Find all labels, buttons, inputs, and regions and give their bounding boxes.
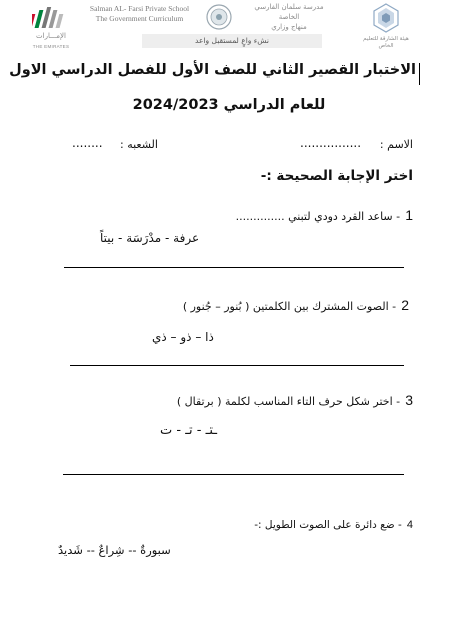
emirates-logo-icon (32, 4, 70, 30)
school-name-arabic-line2: منهاج وزاري (271, 23, 307, 31)
question-1 (236, 205, 413, 224)
authority-logo (356, 3, 416, 55)
section-label: الشعبه : (120, 138, 158, 151)
question-2 (183, 295, 409, 314)
school-name-english (82, 4, 197, 24)
question-1-options: عرفة - مدْرَسَة - بيتاً (100, 231, 200, 245)
school-slogan: نشء واعٍ لمستقبل واعد (142, 34, 322, 48)
question-2-number: 2 (401, 297, 409, 313)
emirates-logo-english: THE EMIRATES (32, 44, 70, 49)
answer-line-2 (70, 365, 404, 366)
name-label: الاسم : (379, 138, 413, 151)
question-4 (254, 513, 413, 532)
name-field: ................ (300, 136, 362, 150)
title-cursor-bar (419, 63, 420, 85)
question-3-number: 3 (405, 392, 413, 408)
school-name-line1: Salman AL- Farsi Private School (89, 4, 190, 13)
quiz-title (9, 60, 420, 130)
school-seal-icon (203, 3, 235, 31)
question-2-text: - الصوت المشترك بين الكلمتين ( بُنور – جُنور ) (182, 300, 397, 313)
emirates-logo-arabic: الإمـــارات (36, 32, 66, 40)
question-1-number: 1 (405, 207, 413, 223)
quiz-title-line1: الاختبار القصير الثاني للصف الأول للفصل الدراسي الاول (9, 62, 416, 78)
answer-line-3 (63, 474, 404, 475)
section-field: ........ (72, 136, 103, 150)
quiz-title-line2: للعام الدراسي 2024/2023 (132, 97, 326, 113)
question-3-text: - اختر شكل حرف التاء المناسب لكلمة ( برتقال ) (176, 395, 401, 408)
instruction-heading: اختر الإجابة الصحيحة :- (260, 168, 413, 184)
school-name-line2: The Government Curriculum (95, 14, 184, 23)
authority-logo-text: هيئة الشارقة للتعليم الخاص (363, 36, 409, 49)
student-info-row (0, 136, 457, 156)
authority-logo-icon (372, 3, 400, 33)
emirates-logo (28, 4, 74, 54)
question-3 (177, 390, 413, 409)
school-name-arabic (245, 2, 333, 32)
answer-line-1 (64, 267, 404, 268)
question-4-options: سبورةٌ -- شِراعٌ -- شَديدٌ (58, 543, 171, 557)
question-2-options: ذا – ذو – ذي (152, 330, 214, 344)
question-4-text: - ضع دائرة على الصوت الطويل :- (254, 519, 402, 531)
school-name-arabic-line1: مدرسة سلمان الفارسي الخاصة (254, 3, 324, 21)
question-1-text: - ساعد القرد دودي لتبني .............. (235, 210, 401, 223)
question-3-options: ـتـ - تـ - ت (160, 423, 218, 438)
question-4-number: 4 (406, 519, 413, 531)
